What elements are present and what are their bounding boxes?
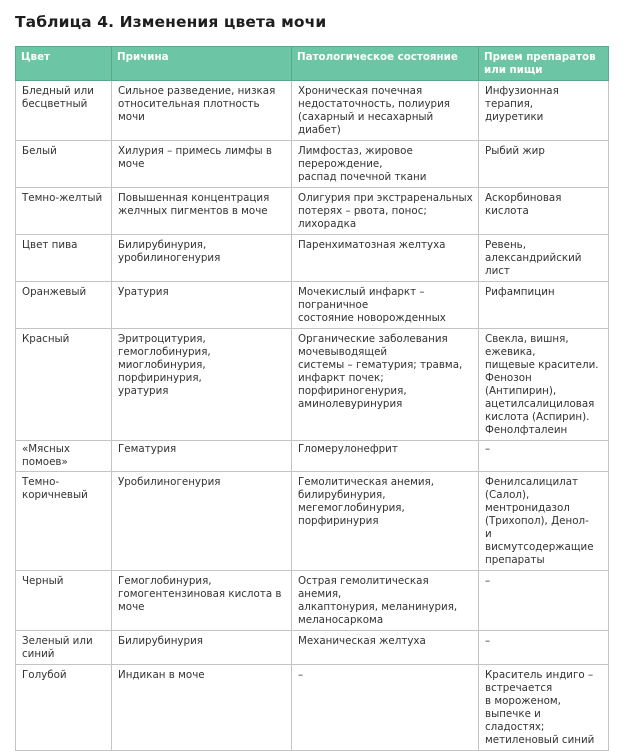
cell-condition: Олигурия при экстраренальных потерях – рвота, понос; лихорадка (292, 188, 479, 235)
cell-intake: Фенилсалицилат (Салол), ментронидазол (Трихопол), Денол- и висмутсодержащие препараты (479, 472, 609, 571)
cell-intake: – (479, 631, 609, 665)
cell-cause: Гематурия (112, 441, 292, 472)
table-row (16, 188, 609, 235)
cell-condition: Гломерулонефрит (292, 441, 479, 472)
table-row (16, 665, 609, 751)
cell-intake: Ревень, александрийский лист (479, 235, 609, 282)
table-row (16, 81, 609, 141)
cell-condition: Лимфостаз, жировое перерождение, распад почечной ткани (292, 141, 479, 188)
cell-cause: Уратурия (112, 282, 292, 329)
cell-condition: Механическая желтуха (292, 631, 479, 665)
cell-color: «Мясных помоев» (16, 441, 112, 472)
cell-intake: – (479, 441, 609, 472)
cell-cause: Сильное разведение, низкая относительная плотность мочи (112, 81, 292, 141)
cell-intake: Свекла, вишня, ежевика, пищевые красители. Фенозон (Антипирин), ацетилсалициловая кислота (Аспирин). Фенолфталеин (479, 329, 609, 441)
cell-condition: Гемолитическая анемия, билирубинурия, мегемоглобинурия, порфиринурия (292, 472, 479, 571)
cell-cause: Билирубинурия (112, 631, 292, 665)
urine-color-table (15, 46, 609, 751)
table-title: Таблица 4. Изменения цвета мочи (15, 13, 327, 31)
cell-color: Бледный или бесцветный (16, 81, 112, 141)
cell-color: Оранжевый (16, 282, 112, 329)
cell-color: Темно- коричневый (16, 472, 112, 571)
cell-cause: Повышенная концентрация желчных пигментов в моче (112, 188, 292, 235)
cell-intake: Рыбий жир (479, 141, 609, 188)
table-header-row (16, 47, 609, 81)
cell-cause: Уробилиногенурия (112, 472, 292, 571)
cell-cause: Хилурия – примесь лимфы в моче (112, 141, 292, 188)
table-row (16, 441, 609, 472)
column-header-intake: Прием препаратов или пищи (479, 47, 609, 81)
cell-condition: Паренхиматозная желтуха (292, 235, 479, 282)
cell-color: Голубой (16, 665, 112, 751)
cell-intake: Инфузионная терапия, диуретики (479, 81, 609, 141)
column-header-color: Цвет (16, 47, 112, 81)
cell-color: Зеленый или синий (16, 631, 112, 665)
table-row (16, 141, 609, 188)
cell-color: Красный (16, 329, 112, 441)
cell-intake: – (479, 571, 609, 631)
table-row (16, 282, 609, 329)
table-row (16, 631, 609, 665)
cell-cause: Гемоглобинурия, гомогентензиновая кислота в моче (112, 571, 292, 631)
column-header-condition: Патологическое состояние (292, 47, 479, 81)
cell-condition: – (292, 665, 479, 751)
column-header-cause: Причина (112, 47, 292, 81)
cell-condition: Острая гемолитическая анемия, алкаптонурия, меланинурия, меланосаркома (292, 571, 479, 631)
cell-intake: Рифампицин (479, 282, 609, 329)
cell-condition: Хроническая почечная недостаточность, полиурия (сахарный и несахарный диабет) (292, 81, 479, 141)
cell-intake: Краситель индиго – встречается в мороженом, выпечке и сладостях; метиленовый синий (479, 665, 609, 751)
table-row (16, 329, 609, 441)
cell-color: Цвет пива (16, 235, 112, 282)
table-row (16, 235, 609, 282)
cell-cause: Индикан в моче (112, 665, 292, 751)
cell-cause: Эритроцитурия, гемоглобинурия, миоглобинурия, порфиринурия, уратурия (112, 329, 292, 441)
cell-cause: Билирубинурия, уробилиногенурия (112, 235, 292, 282)
table-row (16, 472, 609, 571)
cell-intake: Аскорбиновая кислота (479, 188, 609, 235)
cell-color: Черный (16, 571, 112, 631)
cell-condition: Органические заболевания мочевыводящей системы – гематурия; травма, инфаркт почек; порфириногенурия, аминолевуринурия (292, 329, 479, 441)
cell-condition: Мочекислый инфаркт – пограничное состояние новорожденных (292, 282, 479, 329)
cell-color: Темно-желтый (16, 188, 112, 235)
table-row (16, 571, 609, 631)
cell-color: Белый (16, 141, 112, 188)
